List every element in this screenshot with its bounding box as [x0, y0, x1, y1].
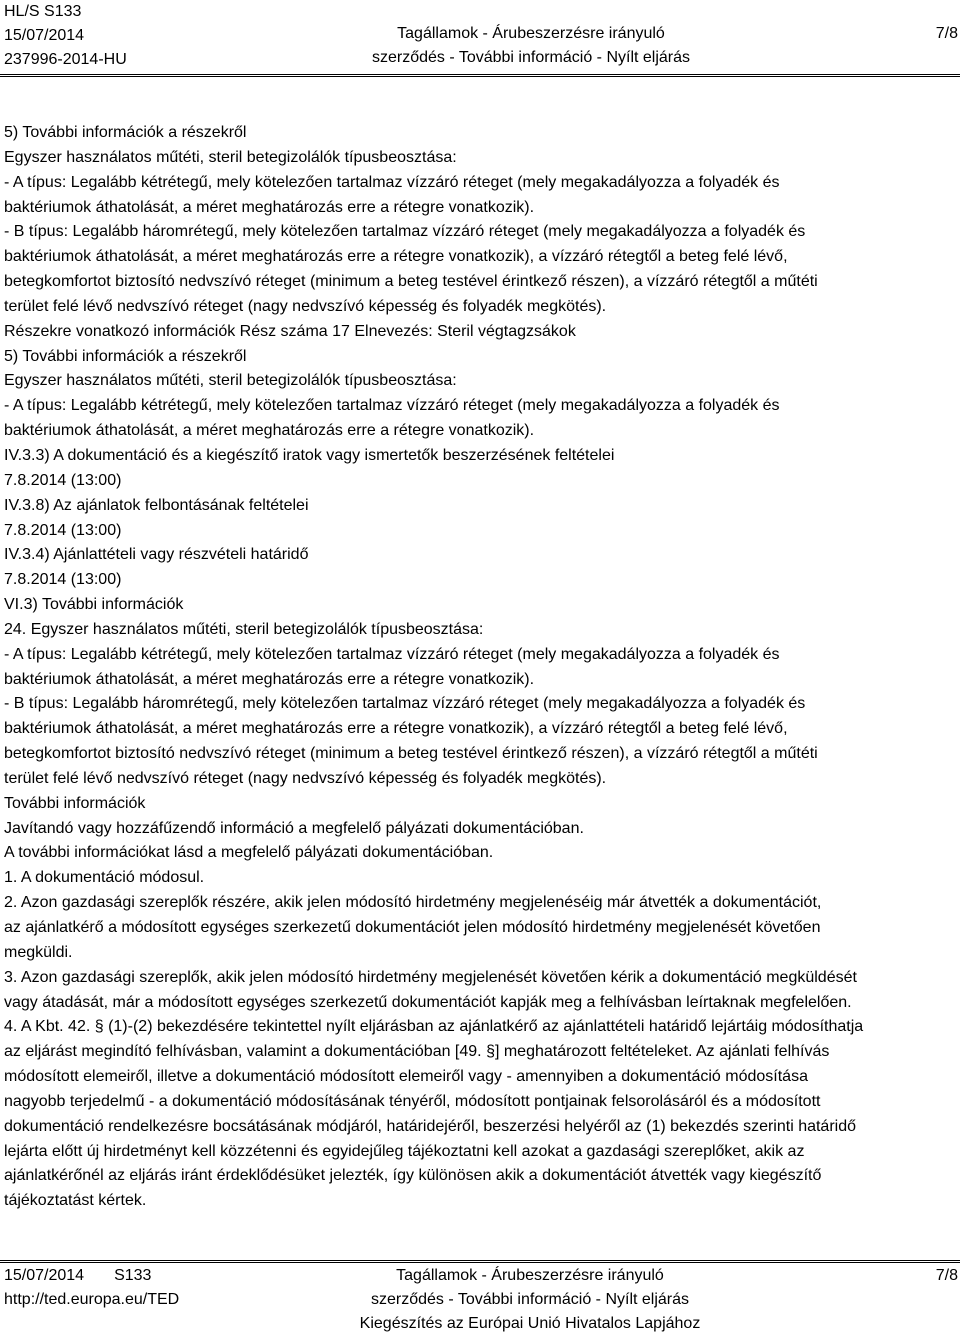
footer-divider-secondary	[0, 1262, 960, 1263]
footer-left	[4, 1264, 179, 1312]
body-line: 4. A Kbt. 42. § (1)-(2) bekezdésére tekintettel nyílt eljárásban az ajánlatkérő az ajánlattételi határidő lejártáig módosíthatja	[4, 1018, 864, 1036]
body-line: baktériumok áthatolását, a méret meghatározás erre a rétegre vonatkozik), a vízzáró rétegtől a beteg felé lévő,	[4, 720, 788, 738]
header-page-number: 7/8	[935, 25, 958, 42]
footer-divider	[0, 1260, 960, 1261]
footer-page-number: 7/8	[935, 1267, 958, 1284]
body-line: - A típus: Legalább kétrétegű, mely kötelezően tartalmaz vízzáró réteget (mely megakadályozza a folyadék és	[4, 397, 780, 415]
header-title-line2: szerződés - További információ - Nyílt eljárás	[371, 49, 691, 66]
body-line: - A típus: Legalább kétrétegű, mely kötelezően tartalmaz vízzáró réteget (mely megakadályozza a folyadék és	[4, 645, 780, 663]
body-line: baktériumok áthatolását, a méret meghatározás erre a rétegre vonatkozik), a vízzáró rétegtől a beteg felé lévő,	[4, 248, 788, 266]
header-title-line1: Tagállamok - Árubeszerzésre irányuló	[397, 25, 665, 42]
body-line: módosított elemeiről, illetve a dokumentáció módosított elemeiről vagy - amennyiben a dokumentáció módosítása	[4, 1068, 808, 1086]
body-line: - A típus: Legalább kétrétegű, mely kötelezően tartalmaz vízzáró réteget (mely megakadályozza a folyadék és	[4, 173, 780, 191]
body-line: IV.3.4) Ajánlattételi vagy részvételi határidő	[4, 546, 309, 564]
footer-title	[330, 1264, 730, 1336]
body-line: baktériumok áthatolását, a méret meghatározás erre a rétegre vonatkozik).	[4, 198, 535, 216]
body-line: Egyszer használatos műtéti, steril betegizolálók típusbeosztása:	[4, 372, 457, 390]
body-line: baktériumok áthatolását, a méret meghatározás erre a rétegre vonatkozik).	[4, 670, 535, 688]
body-line: 2. Azon gazdasági szereplők részére, akik jelen módosító hirdetmény megjelenéséig már átvették a dokumentációt,	[4, 894, 822, 912]
body-line: 7.8.2014 (13:00)	[4, 521, 122, 539]
body-line: Javítandó vagy hozzáfűzendő információ a megfelelő pályázati dokumentációban.	[4, 819, 584, 837]
body-line: dokumentáció rendelkezésre bocsátásának módjáról, határidejéről, beszerzési helyéről az (1) bekezdés szerinti határidő	[4, 1117, 857, 1135]
body-line: További információk	[4, 794, 146, 812]
footer-date: 15/07/2014	[4, 1267, 85, 1284]
body-line: 7.8.2014 (13:00)	[4, 471, 122, 489]
body-line: - B típus: Legalább háromrétegű, mely kötelezően tartalmaz vízzáró réteget (mely megakadályozza a folyadék és	[4, 223, 806, 241]
header-divider	[0, 74, 960, 75]
body-line: A további információkat lásd a megfelelő pályázati dokumentációban.	[4, 844, 494, 862]
body-line: 1. A dokumentáció módosul.	[4, 869, 205, 887]
body-line: terület felé lévő nedvszívó réteget (nagy nedvszívó képesség és folyadék megkötés).	[4, 769, 607, 787]
body-line: megküldi.	[4, 943, 73, 961]
footer-series: S133	[114, 1267, 152, 1284]
header-ref: 237996-2014-HU	[4, 51, 127, 68]
body-line: betegkomfortot biztosító nedvszívó réteget (minimum a beteg testével érintkező részen), a vízzáró rétegtől a műtéti	[4, 745, 818, 763]
body-line: - B típus: Legalább háromrétegű, mely kötelezően tartalmaz vízzáró réteget (mely megakadályozza a folyadék és	[4, 695, 806, 713]
body-line: IV.3.3) A dokumentáció és a kiegészítő iratok vagy ismertetők beszerzésének feltételei	[4, 446, 615, 464]
body-line: tájékoztatást kértek.	[4, 1192, 147, 1210]
footer-date-series	[4, 1264, 179, 1288]
body-line: Egyszer használatos műtéti, steril betegizolálók típusbeosztása:	[4, 148, 457, 166]
body-line: nagyobb terjedelmű - a dokumentáció módosításának tényéről, módosított pontjainak felsorolásáról és a módosított	[4, 1092, 821, 1110]
body-line: az ajánlatkérő a módosított egységes szerkezetű dokumentációt jelen módosító hirdetmény megjelenését követően	[4, 919, 821, 936]
footer-title-line1: Tagállamok - Árubeszerzésre irányuló	[396, 1267, 664, 1284]
body-line: vagy átadását, már a módosított egységes szerkezetű dokumentációt kapják meg a felhívásban leírtaknak megfelelően.	[4, 993, 852, 1011]
header-title	[356, 22, 706, 70]
body-line: ajánlatkérőnél az eljárás iránt érdeklődésüket jelezték, így különösen akik a dokumentációt átvették vagy kiegészítő	[4, 1167, 822, 1185]
body-line: terület felé lévő nedvszívó réteget (nagy nedvszívó képesség és folyadék megkötés).	[4, 297, 607, 315]
body-line: 24. Egyszer használatos műtéti, steril betegizolálók típusbeosztása:	[4, 620, 484, 638]
body-line: baktériumok áthatolását, a méret meghatározás erre a rétegre vonatkozik).	[4, 422, 535, 440]
body-line: IV.3.8) Az ajánlatok felbontásának feltételei	[4, 496, 309, 514]
body-line: VI.3) További információk	[4, 596, 184, 614]
header-divider-secondary	[0, 76, 960, 77]
body-line: 3. Azon gazdasági szereplők, akik jelen módosító hirdetmény megjelenését követően kérik a dokumentáció megküldését	[4, 968, 857, 986]
header-date: 15/07/2014	[4, 27, 85, 44]
footer-title-line2: szerződés - További információ - Nyílt eljárás	[370, 1291, 690, 1308]
footer-title-line3: Kiegészítés az Európai Unió Hivatalos Lapjához	[359, 1315, 701, 1332]
doc-code: HL/S S133	[4, 3, 82, 20]
body-line: 7.8.2014 (13:00)	[4, 571, 122, 589]
body-line: betegkomfortot biztosító nedvszívó réteget (minimum a beteg testével érintkező részen), a vízzáró rétegtől a műtéti	[4, 273, 818, 291]
body-line: Részekre vonatkozó információk Rész száma 17 Elnevezés: Steril végtagzsákok	[4, 322, 576, 340]
body-line: lejárta előtt új hirdetményt kell közzétenni és egyidejűleg tájékoztatni kell azokat a gazdasági szereplőket, akik az	[4, 1142, 805, 1160]
document-body	[4, 121, 958, 1214]
body-line: 5) További információk a részekről	[4, 124, 247, 141]
footer-url[interactable]: http://ted.europa.eu/TED	[4, 1291, 180, 1308]
header-left	[4, 0, 127, 72]
body-line: 5) További információk a részekről	[4, 347, 247, 365]
body-line: az eljárást megindító felhívásban, valamint a dokumentációban [49. §] meghatározott feltételeket. Az ajánlati felhívás	[4, 1043, 830, 1061]
